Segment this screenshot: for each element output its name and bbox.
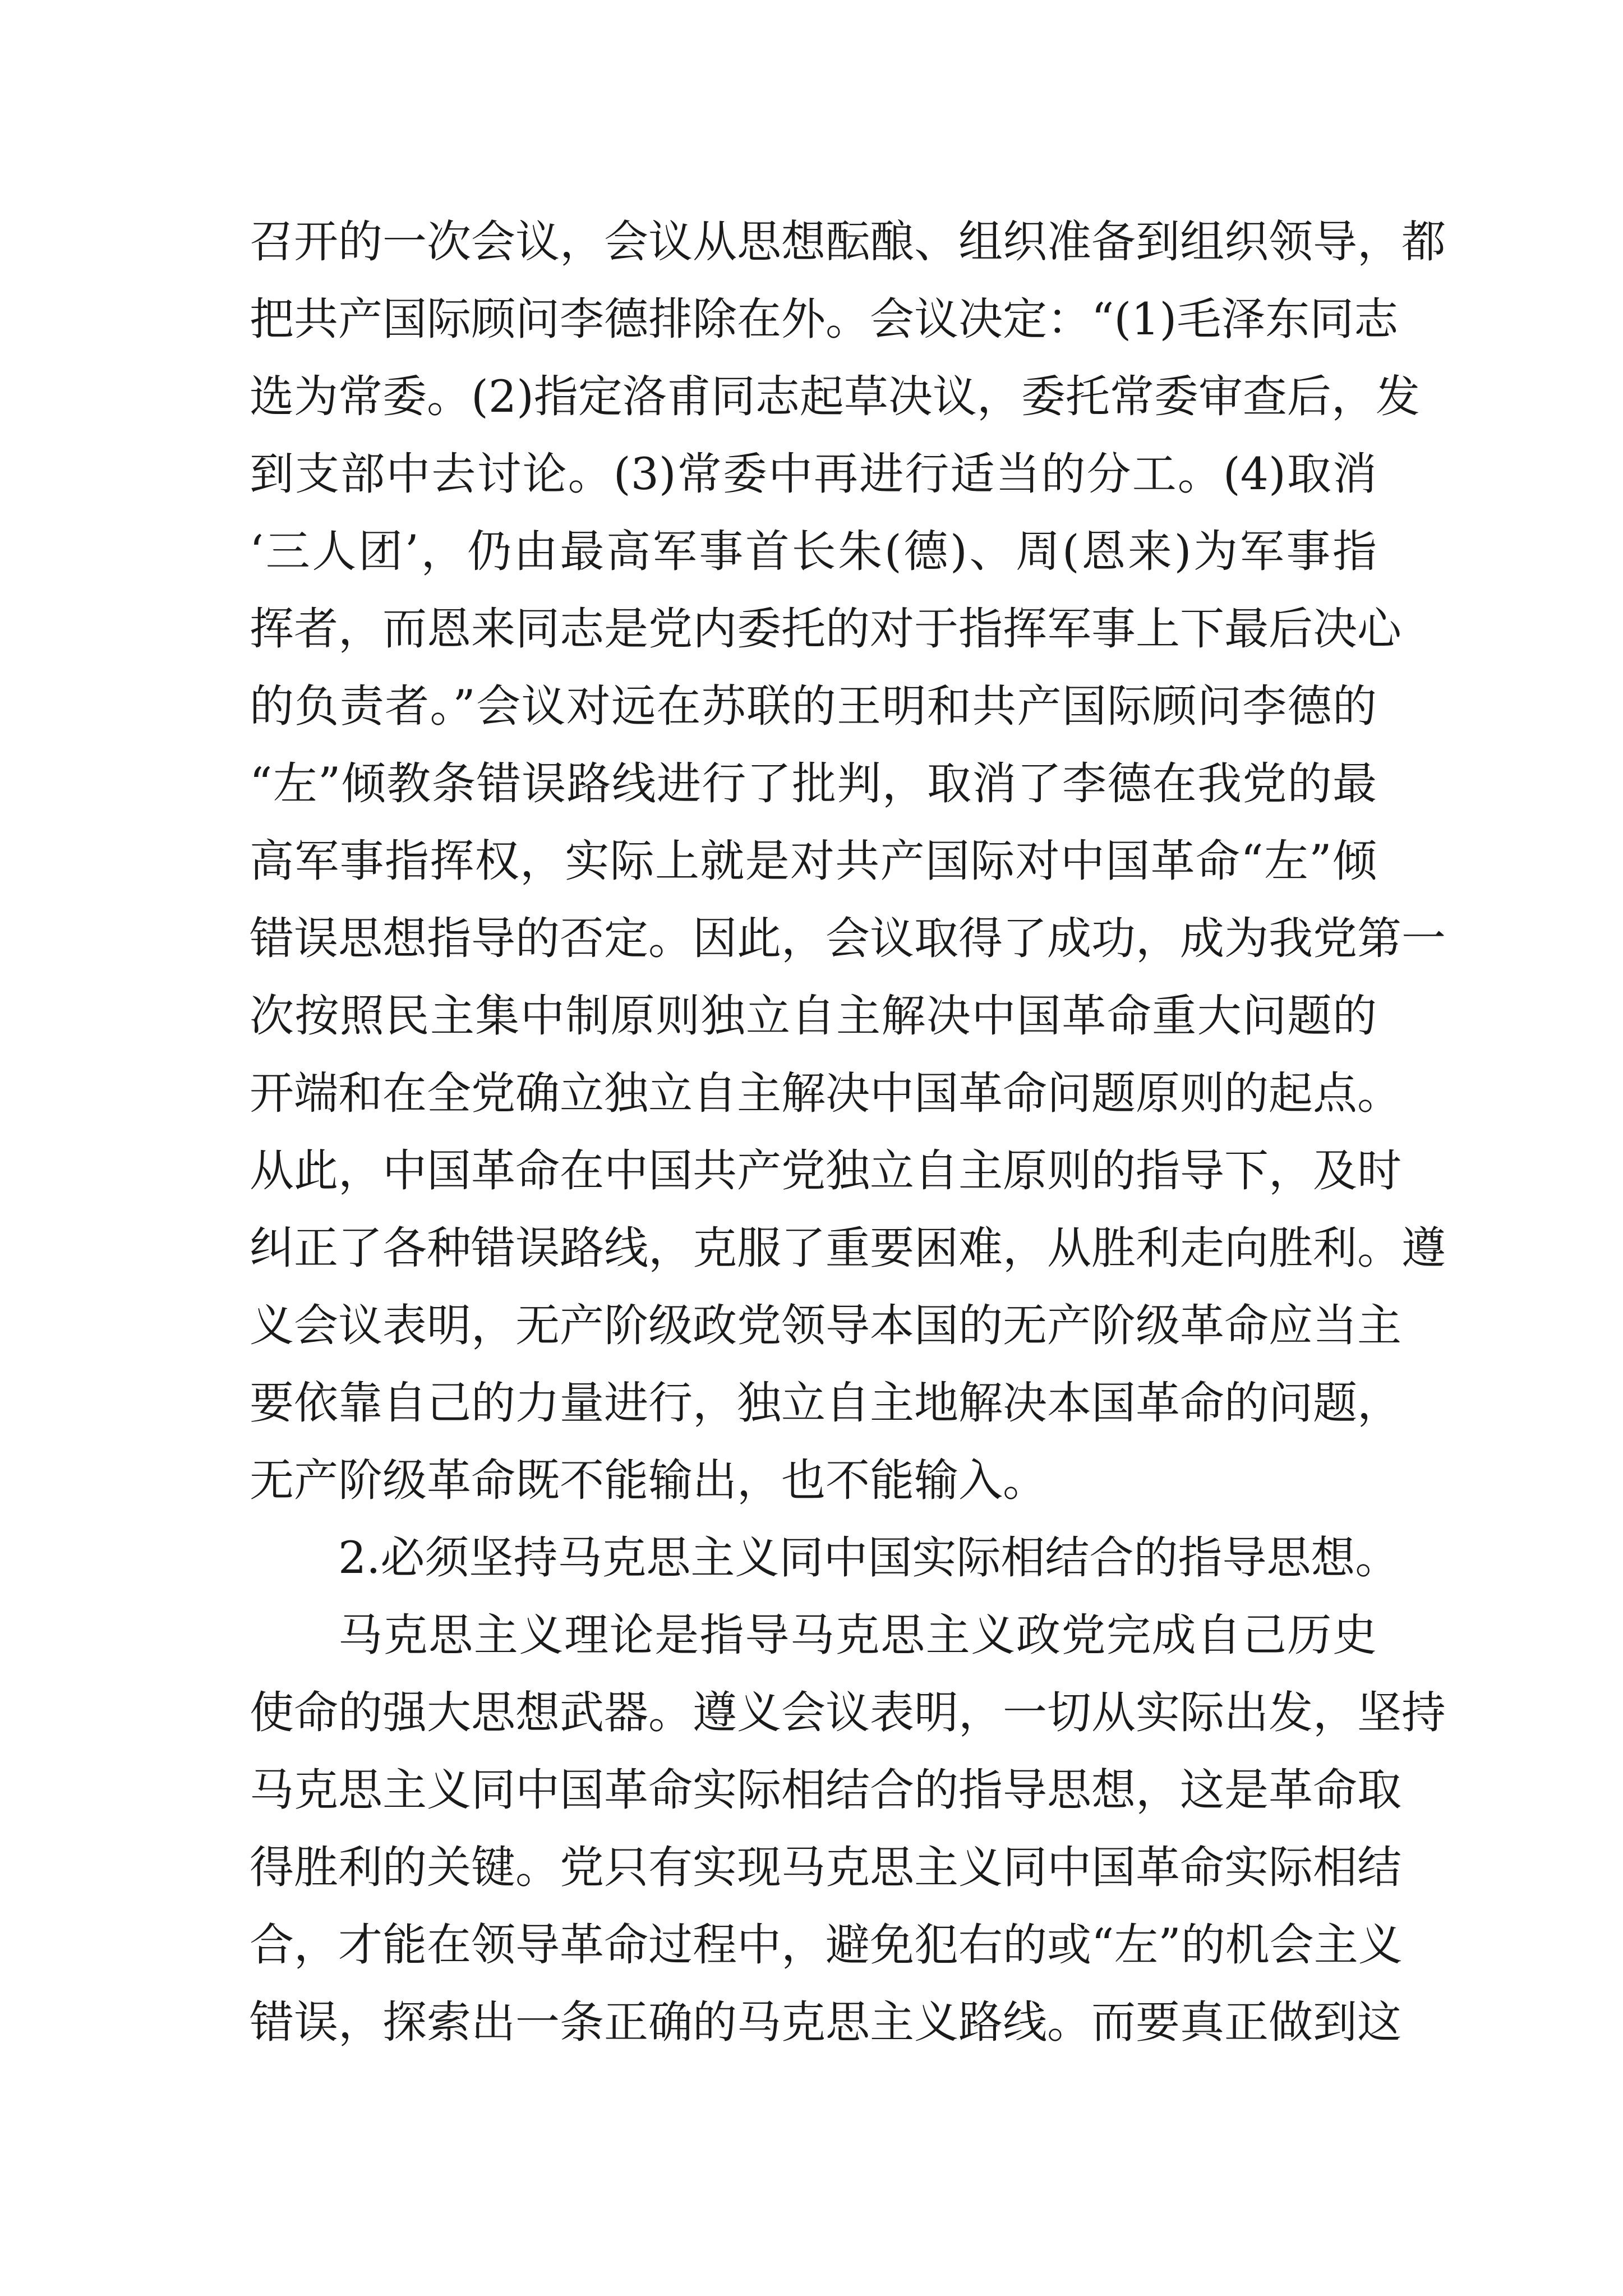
text-line: 纠正了各种错误路线，克服了重要困难，从胜利走向胜利。遵: [250, 1222, 1446, 1274]
text-line: 选为常委。(2)指定洛甫同志起草决议，委托常委审查后，发: [250, 371, 1420, 422]
text-line: 次按照民主集中制原则独立自主解决中国革命重大问题的: [250, 990, 1377, 1042]
text-line: 的负责者。”会议对远在苏联的王明和共产国际顾问李德的: [250, 680, 1377, 732]
text-line: 把共产国际顾问李德排除在外。会议决定：“(1)毛泽东同志: [250, 293, 1399, 345]
text-line: 高军事指挥权，实际上就是对共产国际对中国革命“左”倾: [250, 835, 1377, 887]
text-line: 使命的强大思想武器。遵义会议表明，一切从实际出发，坚持: [250, 1687, 1446, 1738]
text-line: 错误，探索出一条正确的马克思主义路线。而要真正做到这: [250, 1996, 1401, 2048]
text-line: 召开的一次会议，会议从思想酝酿、组织准备到组织领导，都: [250, 216, 1446, 268]
text-line: 到支部中去讨论。(3)常委中再进行适当的分工。(4)取消: [250, 448, 1377, 500]
text-line: 得胜利的关键。党只有实现马克思主义同中国革命实际相结: [250, 1842, 1401, 1893]
text-line: ‘三人团’，仍由最高军事首长朱(德)、周(恩来)为军事指: [250, 526, 1377, 577]
text-line: 要依靠自己的力量进行，独立自主地解决本国革命的问题，: [250, 1377, 1401, 1429]
text-line: 挥者，而恩来同志是党内委托的对于指挥军事上下最后决心: [250, 603, 1401, 655]
text-line: 错误思想指导的否定。因此，会议取得了成功，成为我党第一: [250, 913, 1446, 964]
text-line: 合，才能在领导革命过程中，避免犯右的或“左”的机会主义: [250, 1919, 1403, 1971]
text-line: 马克思主义理论是指导马克思主义政党完成自己历史: [338, 1609, 1377, 1661]
text-line: 义会议表明，无产阶级政党领导本国的无产阶级革命应当主: [250, 1300, 1401, 1351]
text-line: 马克思主义同中国革命实际相结合的指导思想，这是革命取: [250, 1764, 1401, 1816]
text-line: 无产阶级革命既不能输出，也不能输入。: [250, 1455, 1047, 1506]
body-text: [250, 203, 1446, 2061]
text-line: 开端和在全党确立独立自主解决中国革命问题原则的起点。: [250, 1068, 1401, 1119]
section-heading: 2.必须坚持马克思主义同中国实际相结合的指导思想。: [338, 1532, 1400, 1584]
text-line: “左”倾教条错误路线进行了批判，取消了李德在我党的最: [250, 758, 1377, 809]
text-line: 从此，中国革命在中国共产党独立自主原则的指导下，及时: [250, 1145, 1401, 1197]
